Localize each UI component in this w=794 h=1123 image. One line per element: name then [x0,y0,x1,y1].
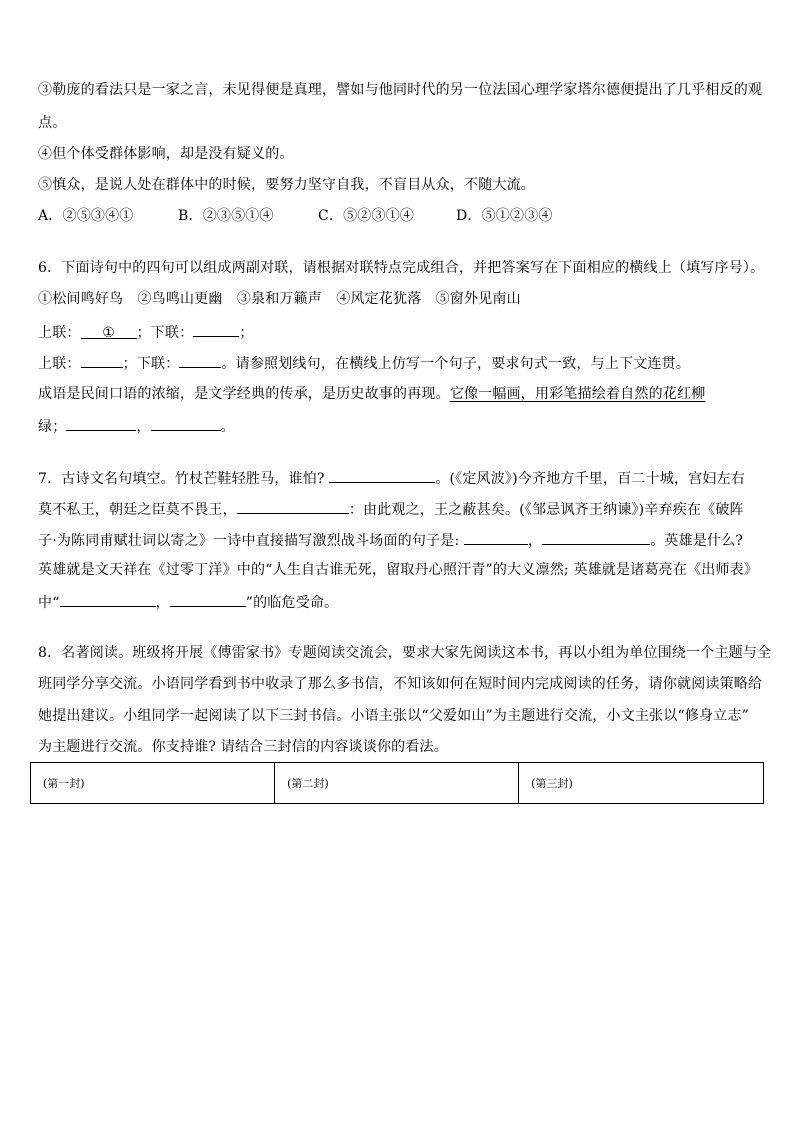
q7-line5 [38,591,764,613]
q6-stem: 6．下面诗句中的四句可以组成两副对联，请根据对联特点完成组合，并把答案写在下面相应的横线上（填写序号）。 [38,260,765,276]
q6-row1-lower-blank[interactable] [193,321,239,337]
letters-table [30,762,764,804]
q6-paragraph-text: 成语是民间口语的浓缩，是文学经典的传承，是历史故事的再现。 [38,386,450,402]
q7-blank-6[interactable] [170,591,246,607]
q6-paragraph-line2 [38,415,764,437]
q7-line1-text-a: 7．古诗文名句填空。竹杖芒鞋轻胜马，谁怕? [38,471,330,487]
q7-blank-3[interactable] [464,529,528,545]
q5-option-d[interactable]: D．⑤①②③④ [456,208,553,224]
q6-row1-upper-blank[interactable]: ① [81,323,137,339]
q6-paragraph-line1 [38,384,764,404]
q7-line4: 英雄就是文天祥在《过零丁洋》中的“人生自古谁无死，留取丹心照汗青”的大义凛然; 英雄就是诸葛亮在《出师表》 [38,562,759,578]
q7-blank-4[interactable] [542,529,650,545]
q6-paragraph-end-c: 。 [220,419,235,435]
q6-items: ①松间鸣好鸟 ②鸟鸣山更幽 ③泉和万籁声 ④风定花犹落 ⑤窗外见南山 [38,291,521,307]
q7-line1-text-b: 。(《定风波》)今齐地方千里，百二十城，宫妇左右 [435,471,745,487]
q6-paragraph-end-b: ， [136,419,151,435]
q6-paragraph-end-a: 绿； [38,419,67,435]
q5-option-b[interactable]: B．②③⑤①④ [178,208,274,224]
q8-line1: 8．名著阅读。班级将开展《傅雷家书》专题阅读交流会，要求大家先阅读这本书，再以小组为单位围绕一个主题与全 [38,645,772,661]
q8-line2: 班同学分享交流。小语同学看到书中收录了那么多书信，不知该如何在短时间内完成阅读的任务，请你就阅读策略给 [38,676,763,692]
q5-option-c[interactable]: C．⑤②③①④ [318,208,415,224]
q7-line1 [38,467,764,489]
letter-2-cell: (第二封) [275,763,519,804]
q6-imitate-blank-2[interactable] [151,415,221,431]
q5-statement-3-line2: 点。 [38,115,67,131]
letters-table-row [31,763,764,804]
q5-option-a[interactable]: A．②⑤③④① [38,208,134,224]
q6-couplet-row2 [38,352,764,374]
q6-row2-label-upper: 上联： [38,356,81,372]
letter-3-cell: (第三封) [519,763,764,804]
q6-row2-instruction: 。请参照划线句，在横线上仿写一个句子，要求句式一致，与上下文连贯。 [221,356,691,372]
q5-statement-5: ⑤慎众，是说人处在群体中的时候，要努力坚守自我，不盲目从众，不随大流。 [38,177,535,193]
q6-imitate-blank-1[interactable] [66,415,136,431]
q7-blank-1[interactable] [329,467,435,483]
q7-line2-text-b: ：由此观之，王之蔽甚矣。(《邹忌讽齐王纳谏》)辛弃疾在《破阵 [348,502,744,518]
q8-line3: 她提出建议。小组同学一起阅读了以下三封书信。小语主张以“父爱如山”为主题进行交流，小文主张以“修身立志” [38,708,750,724]
q7-line5-text-b: ， [155,595,170,611]
q6-row1-label-lower: ；下联： [136,325,194,341]
q7-line2-text-a: 莫不私王，朝廷之臣莫不畏王， [38,502,237,518]
q5-options [38,206,764,226]
q7-line5-text-a: 中“ [38,595,60,611]
letter-1-cell: (第一封) [31,763,275,804]
q6-underlined-sentence: 它像一幅画，用彩笔描绘着自然的花红柳 [449,386,706,402]
q7-line2 [38,498,764,520]
q6-row2-label-lower: ；下联： [122,356,180,372]
q6-row2-lower-blank[interactable] [179,352,221,368]
q6-row1-end: ； [239,325,254,341]
q7-line3-text-a: 子·为陈同甫赋壮词以寄之》一诗中直接描写激烈战斗场面的句子是: [38,533,465,549]
q7-blank-2[interactable] [237,498,349,514]
q7-line5-text-c: ”的临危受命。 [245,595,339,611]
q7-line3 [38,529,764,551]
q6-row1-label-upper: 上联： [38,325,81,341]
q7-line3-text-c: 。英雄是什么? [650,533,744,549]
q5-statement-4: ④但个体受群体影响，却是没有疑义的。 [38,146,294,162]
q7-line3-text-b: ， [528,533,543,549]
q5-statement-3-line1: ③勒庞的看法只是一家之言，未见得便是真理，譬如与他同时代的另一位法国心理学家塔尔德便提出了几乎相反的观 [38,82,763,98]
q6-row2-upper-blank[interactable] [81,352,123,368]
q6-couplet-row1 [38,321,764,343]
q7-blank-5[interactable] [60,591,156,607]
q8-line4: 为主题进行交流。你支持谁? 请结合三封信的内容谈谈你的看法。 [38,739,448,755]
